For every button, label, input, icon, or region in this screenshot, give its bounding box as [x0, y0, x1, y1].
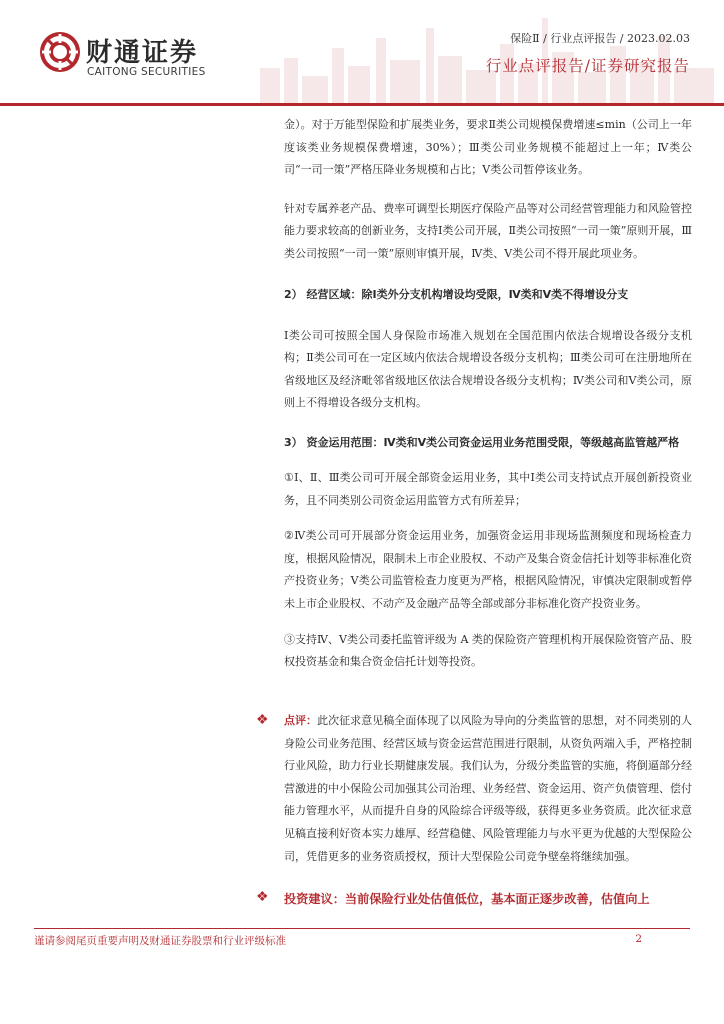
report-type-title: 行业点评报告/证券研究报告	[485, 57, 690, 75]
paragraph-fund-item-2: ②Ⅳ类公司可开展部分资金运用业务，加强资金运用非现场监测频度和现场检查力度，根据风险情况，限制未上市企业股权、不动产及集合资金信托计划等非标准化资产投资业务；Ⅴ类公司监管检查力度更为严格，根据风险情况，审慎决定限制或暂停未上市企业股权、不动产及金融产品等全部或部分非标准化资产投资业务。	[284, 529, 692, 610]
page-header	[0, 0, 724, 106]
logo-name-en: CAITONG SECURITIES	[87, 66, 206, 78]
paragraph-business-scope-end: 金）。对于万能型保险和扩展类业务，要求Ⅱ类公司规模保费增速≤min（公司上一年度该类业务规模保费增速，30%）；Ⅲ类公司业务规模不能超过上一年；Ⅳ类公司“一司一策”严格压降业务规模和占比；Ⅴ类公司暂停该业务。	[284, 118, 692, 177]
commentary-text: 此次征求意见稿全面体现了以风险为导向的分类监管的思想，对不同类别的人身险公司业务范围、经营区域与资金运营范围进行限制，从资负两端入手，严格控制行业风险，助力行业长期健康发展。我们认为，分级分类监管的实施，将倒逼部分经营激进的中小保险公司加强其公司治理、业务经营、资金运用、资产负债管理、偿付能力管理水平，从而提升自身的风险综合评级等级，获得更多业务资质。此次征求意见稿直接利好资本实力雄厚、经营稳健、风险管理能力与水平更为优越的大型保险公司，凭借更多的业务资质授权，预计大型保险公司竞争壁垒将继续加强。	[284, 714, 693, 863]
diamond-bullet-icon: ❖	[256, 712, 269, 728]
diamond-bullet-icon: ❖	[256, 889, 269, 905]
footer-disclaimer: 谨请参阅尾页重要声明及财通证券股票和行业评级标准	[34, 935, 286, 947]
report-meta: 保险Ⅱ / 行业点评报告 / 2023.02.03	[510, 32, 690, 45]
paragraph-fund-item-1: ①Ⅰ、Ⅱ、Ⅲ类公司可开展全部资金运用业务，其中Ⅰ类公司支持试点开展创新投资业务，且不同类别公司资金运用监管方式有所差异；	[284, 470, 692, 507]
commentary-paragraph	[284, 710, 692, 868]
footer-divider	[34, 928, 690, 929]
paragraph-innovative-business: 针对专属养老产品、费率可调型长期医疗保险产品等对公司经营管理能力和风险管控能力要求较高的创新业务，支持Ⅰ类公司开展，Ⅱ类公司按照“一司一策”原则开展，Ⅲ类公司按照“一司一策”原则审慎开展，Ⅳ类、Ⅴ类公司不得开展此项业务。	[284, 201, 692, 260]
page-number: 2	[635, 933, 642, 945]
logo-name-cn: 财通证券	[86, 38, 199, 68]
header-divider	[0, 103, 724, 106]
section-heading-region: 2） 经营区域：除Ⅰ类外分支机构增设均受限，Ⅳ类和Ⅴ类不得增设分支	[284, 287, 629, 301]
caitong-logo-icon	[40, 32, 80, 72]
report-body	[284, 114, 692, 687]
paragraph-branch-rules: Ⅰ类公司可按照全国人身保险市场准入规划在全国范围内依法合规增设各级分支机构；Ⅱ类公司可在一定区域内依法合规增设各级分支机构；Ⅲ类公司可在注册地所在省级地区及经济毗邻省级地区依法合规增设各级分支机构；Ⅳ类公司和Ⅴ类公司，原则上不得增设各级分支机构。	[284, 328, 692, 410]
commentary-label: 点评：	[284, 714, 318, 727]
investment-advice: 投资建议：当前保险行业处估值低位，基本面正逐步改善，估值向上	[284, 892, 650, 906]
section-heading-fund-usage: 3） 资金运用范围：Ⅳ类和Ⅴ类公司资金运用业务范围受限，等级越高监管越严格	[284, 435, 680, 449]
paragraph-fund-item-3: ③支持Ⅳ、Ⅴ类公司委托监管评级为 A 类的保险资产管理机构开展保险资管产品、股权投资基金和集合资金信托计划等投资。	[284, 632, 692, 669]
